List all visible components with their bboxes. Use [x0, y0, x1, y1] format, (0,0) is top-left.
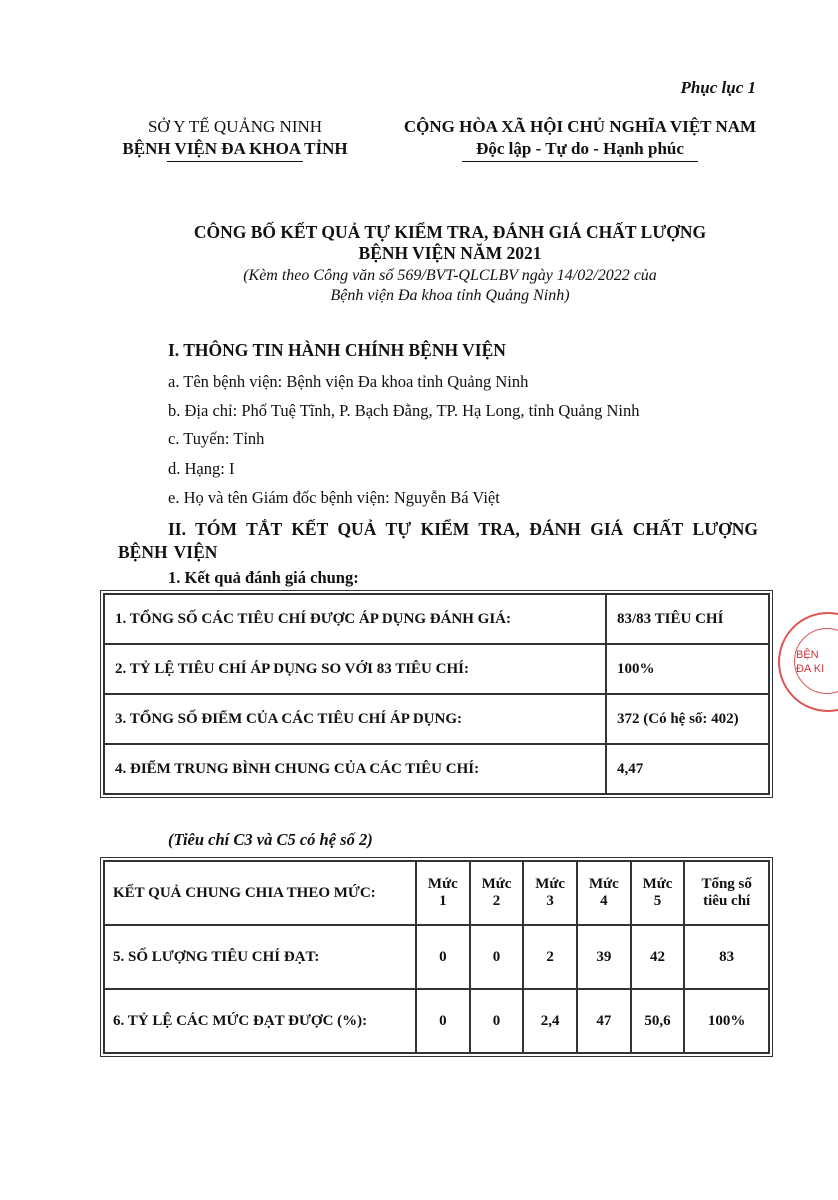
info-level: c. Tuyến: Tỉnh [168, 429, 265, 448]
level-num: 5 [653, 893, 662, 909]
summary-label: 2. TỶ LỆ TIÊU CHÍ ÁP DỤNG SO VỚI 83 TIÊU CHÍ: [104, 644, 606, 694]
level-num: 4 [600, 893, 608, 909]
summary-value: 372 (Có hệ số: 402) [606, 694, 769, 744]
level-num: 2 [492, 893, 501, 909]
document-subtitle [110, 266, 790, 306]
table-cell: 100% [684, 989, 769, 1053]
total-header [684, 861, 769, 925]
coefficient-note: (Tiêu chí C3 và C5 có hệ số 2) [168, 830, 373, 849]
row-label: 6. TỶ LỆ CÁC MỨC ĐẠT ĐƯỢC (%): [104, 989, 416, 1053]
agency-name: BỆNH VIỆN ĐA KHOA TỈNH [122, 139, 348, 158]
level-word: Mức [642, 876, 673, 892]
level-word: Mức [588, 876, 619, 892]
table-row [104, 594, 769, 644]
national-motto: Độc lập - Tự do - Hạnh phúc [476, 139, 684, 158]
table-row [104, 744, 769, 794]
level-header [631, 861, 685, 925]
summary-label: 1. TỔNG SỐ CÁC TIÊU CHÍ ĐƯỢC ÁP DỤNG ĐÁNH GIÁ: [104, 594, 606, 644]
level-table [103, 860, 770, 1054]
table-row [104, 644, 769, 694]
agency-header [100, 116, 370, 162]
table-cell: 0 [416, 989, 470, 1053]
agency-underline [167, 161, 303, 162]
summary-table [103, 593, 770, 795]
total-word: Tổng số [701, 876, 752, 892]
level-word: Mức [427, 876, 458, 892]
document-title [110, 222, 790, 264]
table-cell: 0 [416, 925, 470, 989]
total-word-2: tiêu chí [703, 893, 751, 909]
section-2-heading: II. TÓM TẮT KẾT QUẢ TỰ KIỂM TRA, ĐÁNH GIÁ CHẤT LƯỢNG BỆNH VIỆN [118, 519, 758, 562]
title-line-2: BỆNH VIỆN NĂM 2021 [358, 243, 542, 263]
row-label: 5. SỐ LƯỢNG TIÊU CHÍ ĐẠT: [104, 925, 416, 989]
level-header [470, 861, 524, 925]
summary-value: 4,47 [606, 744, 769, 794]
agency-parent: SỞ Y TẾ QUẢNG NINH [147, 117, 323, 136]
summary-label: 4. ĐIỂM TRUNG BÌNH CHUNG CỦA CÁC TIÊU CHÍ: [104, 744, 606, 794]
national-header [380, 116, 780, 162]
info-director: e. Họ và tên Giám đốc bệnh viện: Nguyễn Bá Việt [168, 488, 500, 507]
table-cell: 0 [470, 925, 524, 989]
table-cell: 47 [577, 989, 631, 1053]
level-header-label: KẾT QUẢ CHUNG CHIA THEO MỨC: [104, 861, 416, 925]
table-cell: 83 [684, 925, 769, 989]
title-line-1: CÔNG BỐ KẾT QUẢ TỰ KIỂM TRA, ĐÁNH GIÁ CHẤT LƯỢNG [193, 222, 707, 242]
info-address: b. Địa chỉ: Phố Tuệ Tĩnh, P. Bạch Đằng, TP. Hạ Long, tỉnh Quảng Ninh [168, 401, 640, 420]
level-header [523, 861, 577, 925]
level-num: 3 [546, 893, 554, 909]
subtitle-line-1: (Kèm theo Công văn số 569/BVT-QLCLBV ngày 14/02/2022 của [243, 267, 657, 284]
level-num: 1 [439, 893, 447, 909]
table-row [104, 694, 769, 744]
official-stamp [778, 612, 838, 712]
table-row [104, 925, 769, 989]
table-cell: 39 [577, 925, 631, 989]
summary-value: 83/83 TIÊU CHÍ [606, 594, 769, 644]
table-cell: 50,6 [631, 989, 685, 1053]
section-1-heading: I. THÔNG TIN HÀNH CHÍNH BỆNH VIỆN [168, 340, 506, 360]
national-title: CỘNG HÒA XÃ HỘI CHỦ NGHĨA VIỆT NAM [403, 117, 757, 136]
appendix-label: Phục lục 1 [680, 78, 756, 97]
table-cell: 2 [523, 925, 577, 989]
section-2-subheading: 1. Kết quả đánh giá chung: [168, 568, 359, 587]
table-cell: 0 [470, 989, 524, 1053]
summary-label: 3. TỔNG SỐ ĐIỂM CỦA CÁC TIÊU CHÍ ÁP DỤNG: [104, 694, 606, 744]
summary-value: 100% [606, 644, 769, 694]
subtitle-line-2: Bệnh viện Đa khoa tỉnh Quảng Ninh) [330, 287, 570, 304]
stamp-text [796, 648, 824, 676]
level-header [577, 861, 631, 925]
info-rank: d. Hạng: I [168, 459, 235, 478]
table-header-row [104, 861, 769, 925]
level-word: Mức [535, 876, 566, 892]
table-row [104, 989, 769, 1053]
table-cell: 42 [631, 925, 685, 989]
level-word: Mức [481, 876, 512, 892]
motto-underline [462, 161, 698, 162]
level-header [416, 861, 470, 925]
stamp-line-1: BỆN [796, 649, 819, 661]
table-cell: 2,4 [523, 989, 577, 1053]
info-hospital-name: a. Tên bệnh viện: Bệnh viện Đa khoa tỉnh Quảng Ninh [168, 372, 529, 391]
stamp-line-2: ĐA KI [796, 663, 825, 675]
